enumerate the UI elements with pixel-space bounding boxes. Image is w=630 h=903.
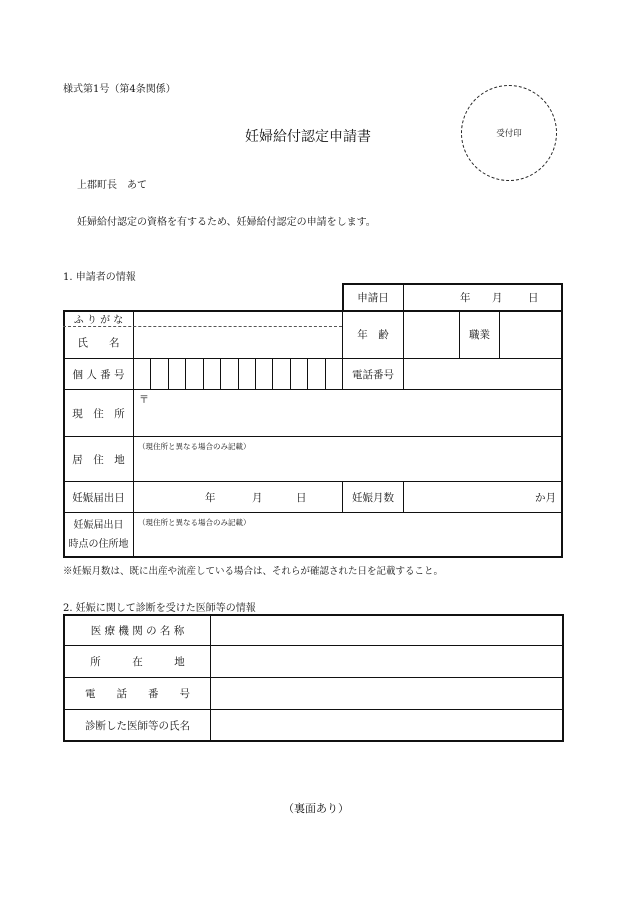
- location-field[interactable]: [212, 647, 560, 676]
- section1-heading: 1. 申請者の情報: [63, 272, 136, 283]
- section2-heading: 2. 妊娠に関して診断を受けた医師等の情報: [63, 603, 256, 614]
- application-date-day-unit: 日: [528, 291, 539, 304]
- furigana-field[interactable]: [135, 312, 340, 325]
- pregnancy-months-label: 妊娠月数: [352, 491, 394, 504]
- location-label: 所 在 地: [90, 656, 185, 668]
- addressee: 上郡町長 あて: [77, 180, 147, 191]
- application-date-label: 申請日: [357, 291, 389, 304]
- application-date-month-unit: 月: [492, 291, 503, 304]
- report-address-field[interactable]: [135, 528, 560, 555]
- report-address-label-line2: 時点の住所地: [68, 539, 129, 550]
- report-date-year-unit: 年: [205, 491, 216, 504]
- pregnancy-report-date-field[interactable]: [135, 483, 340, 511]
- medical-phone-label: 電 話 番 号: [85, 688, 190, 700]
- personal-number-label: 個 人 番 号: [72, 368, 125, 381]
- report-address-label: [64, 516, 133, 554]
- page-title: 妊婦給付認定申請書: [245, 129, 371, 145]
- personal-number-field[interactable]: [135, 360, 340, 388]
- name-field[interactable]: [135, 328, 340, 357]
- address-label: 現 住 所: [72, 407, 125, 420]
- reverse-side-note: （裏面あり）: [283, 802, 349, 815]
- form-number: 様式第1号（第4条関係）: [63, 84, 176, 95]
- report-date-month-unit: 月: [252, 491, 263, 504]
- report-date-day-unit: 日: [296, 491, 307, 504]
- occupation-label: 職業: [469, 329, 490, 341]
- pregnancy-months-field[interactable]: [405, 483, 530, 511]
- reception-stamp-circle: [461, 85, 557, 181]
- postal-mark: 〒: [139, 395, 149, 406]
- residence-field[interactable]: [135, 452, 560, 480]
- application-date-field[interactable]: [404, 285, 560, 309]
- medical-institution-name-label: 医 療 機 関 の 名 称: [90, 624, 185, 637]
- phone-field[interactable]: [405, 360, 560, 388]
- residence-note: （現住所と異なる場合のみ記載）: [138, 442, 251, 451]
- age-field[interactable]: [405, 312, 458, 357]
- furigana-label: ふ り が な: [73, 315, 124, 326]
- stamp-label: 受付印: [496, 129, 522, 139]
- diagnosing-doctor-name-field[interactable]: [212, 711, 560, 739]
- name-label: 氏 名: [77, 337, 120, 349]
- footnote: ※妊娠月数は、既に出産や流産している場合は、それらが確認された日を記載すること。: [63, 566, 444, 577]
- report-address-note: （現住所と異なる場合のみ記載）: [138, 518, 251, 527]
- address-field[interactable]: [135, 391, 560, 435]
- report-address-label-line1: 妊娠届出日: [73, 520, 124, 531]
- months-unit: か月: [535, 491, 556, 504]
- medical-phone-field[interactable]: [212, 679, 560, 708]
- pregnancy-report-date-label: 妊娠届出日: [72, 491, 125, 504]
- age-label: 年 齢: [357, 329, 389, 341]
- occupation-field[interactable]: [501, 312, 560, 357]
- intro-text: 妊婦給付認定の資格を有するため、妊婦給付認定の申請をします。: [77, 217, 376, 228]
- residence-label: 居 住 地: [72, 453, 125, 466]
- phone-label: 電話番号: [352, 368, 394, 381]
- application-date-year-unit: 年: [460, 291, 471, 304]
- diagnosing-doctor-name-label: 診断した医師等の氏名: [85, 719, 190, 732]
- medical-institution-name-field[interactable]: [212, 616, 560, 644]
